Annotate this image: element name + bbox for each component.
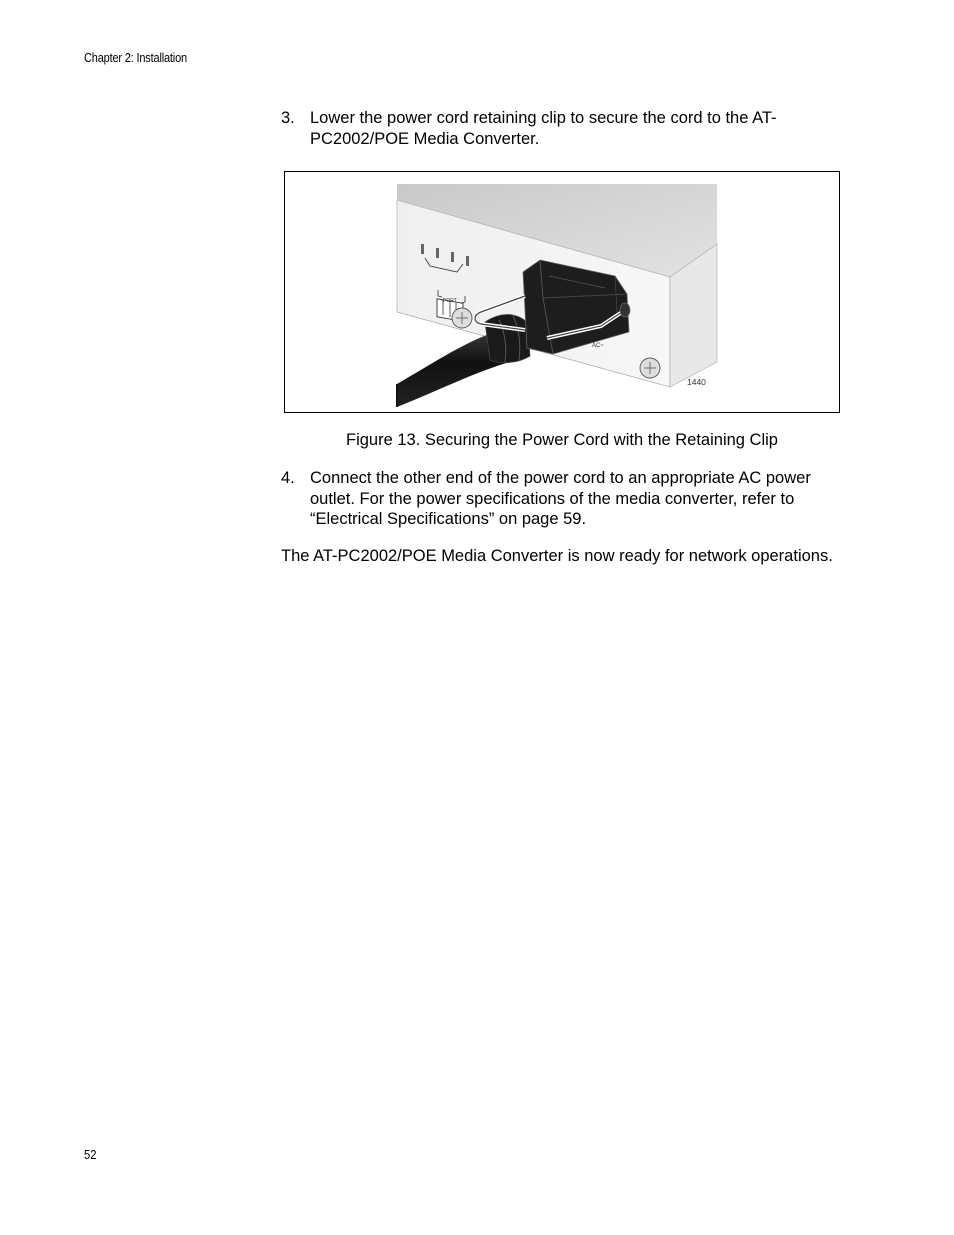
figure-id-label: 1440 [687, 377, 706, 387]
step-number: 3. [281, 109, 295, 127]
port-label: PORT [443, 298, 457, 304]
power-cord-illustration [285, 172, 840, 413]
ac-label: AC~ [592, 343, 604, 349]
figure-caption: Figure 13. Securing the Power Cord with the Retaining Clip [346, 431, 778, 449]
body-paragraph: The AT-PC2002/POE Media Converter is now ready for network operations. [281, 547, 833, 565]
step-number: 4. [281, 469, 295, 487]
figure-13 [284, 171, 840, 413]
step-text: Lower the power cord retaining clip to secure the cord to the AT-PC2002/POE Media Converter. [310, 109, 777, 148]
step-text: Connect the other end of the power cord to an appropriate AC power outlet. For the power specifications of the media converter, refer to “Electrical Specifications” on page 59. [310, 469, 811, 528]
page-number: 52 [84, 1148, 97, 1162]
running-header: Chapter 2: Installation [84, 51, 187, 65]
screw-right [640, 358, 660, 378]
screw-left [452, 308, 472, 328]
